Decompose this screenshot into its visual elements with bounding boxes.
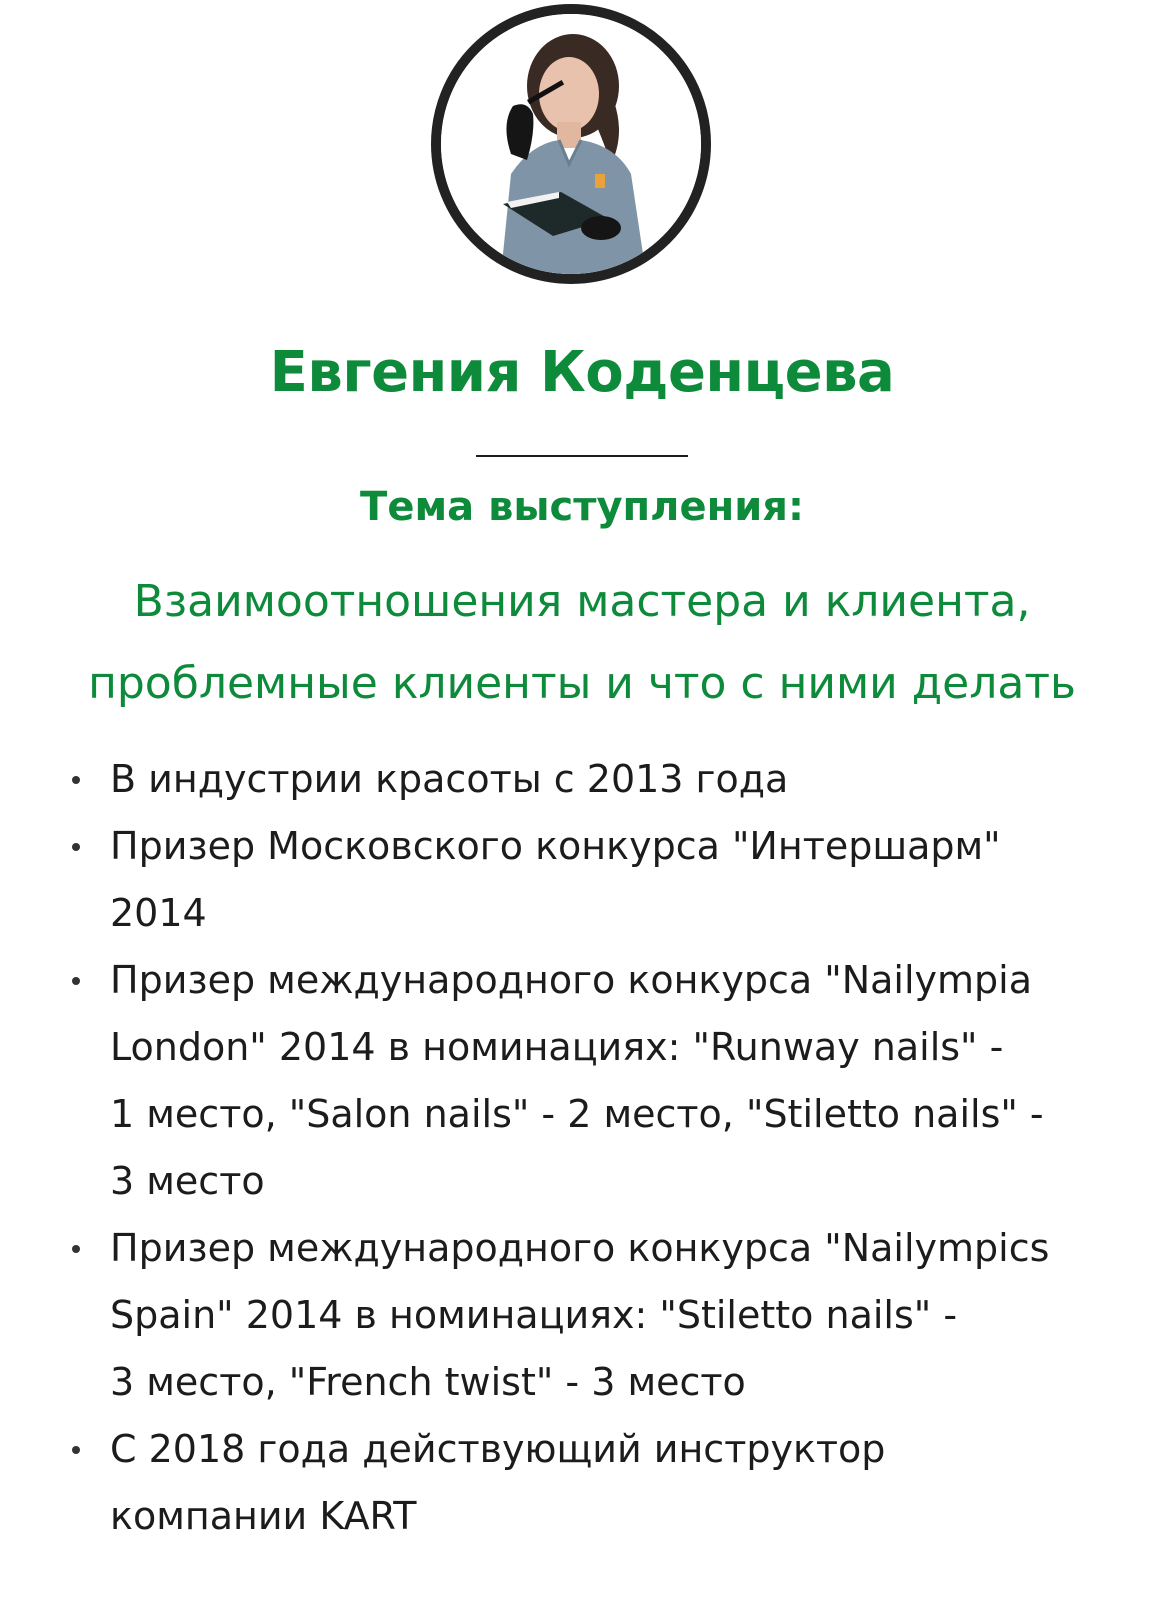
- fact-line: 2014: [110, 891, 207, 935]
- bullet-icon: [72, 977, 80, 985]
- fact-item: [72, 1416, 1132, 1550]
- speaker-photo: [431, 4, 711, 284]
- fact-line: Призер Московского конкурса "Интершарм": [110, 824, 1001, 868]
- fact-item: [72, 746, 1132, 813]
- fact-line: компании KART: [110, 1494, 417, 1538]
- fact-line: В индустрии красоты с 2013 года: [110, 757, 789, 801]
- fact-item: [72, 813, 1132, 947]
- bullet-icon: [72, 776, 80, 784]
- facts-list: [72, 746, 1132, 1550]
- topic-text: [0, 561, 1164, 725]
- fact-line: 3 место, "French twist" - 3 место: [110, 1360, 746, 1404]
- fact-item: [72, 947, 1132, 1215]
- fact-line: Spain" 2014 в номинациях: "Stiletto nails" -: [110, 1293, 958, 1337]
- topic-label: Тема выступления:: [360, 484, 804, 530]
- speaker-name: Евгения Коденцева: [269, 340, 895, 405]
- topic-line: проблемные клиенты и что с ними делать: [88, 658, 1076, 709]
- fact-item: [72, 1215, 1132, 1416]
- fact-line: 1 место, "Salon nails" - 2 место, "Stiletto nails" -: [110, 1092, 1044, 1136]
- topic-line: Взаимоотношения мастера и клиента,: [133, 576, 1031, 627]
- fact-line: London" 2014 в номинациях: "Runway nails" -: [110, 1025, 1004, 1069]
- speaker-photo-icon: [441, 14, 701, 274]
- bullet-icon: [72, 843, 80, 851]
- fact-line: Призер международного конкурса "Nailympia: [110, 958, 1033, 1002]
- bullet-icon: [72, 1245, 80, 1253]
- fact-line: Призер международного конкурса "Nailympics: [110, 1226, 1050, 1270]
- fact-line: 3 место: [110, 1159, 265, 1203]
- bullet-icon: [72, 1446, 80, 1454]
- fact-line: С 2018 года действующий инструктор: [110, 1427, 886, 1471]
- divider: [476, 455, 688, 457]
